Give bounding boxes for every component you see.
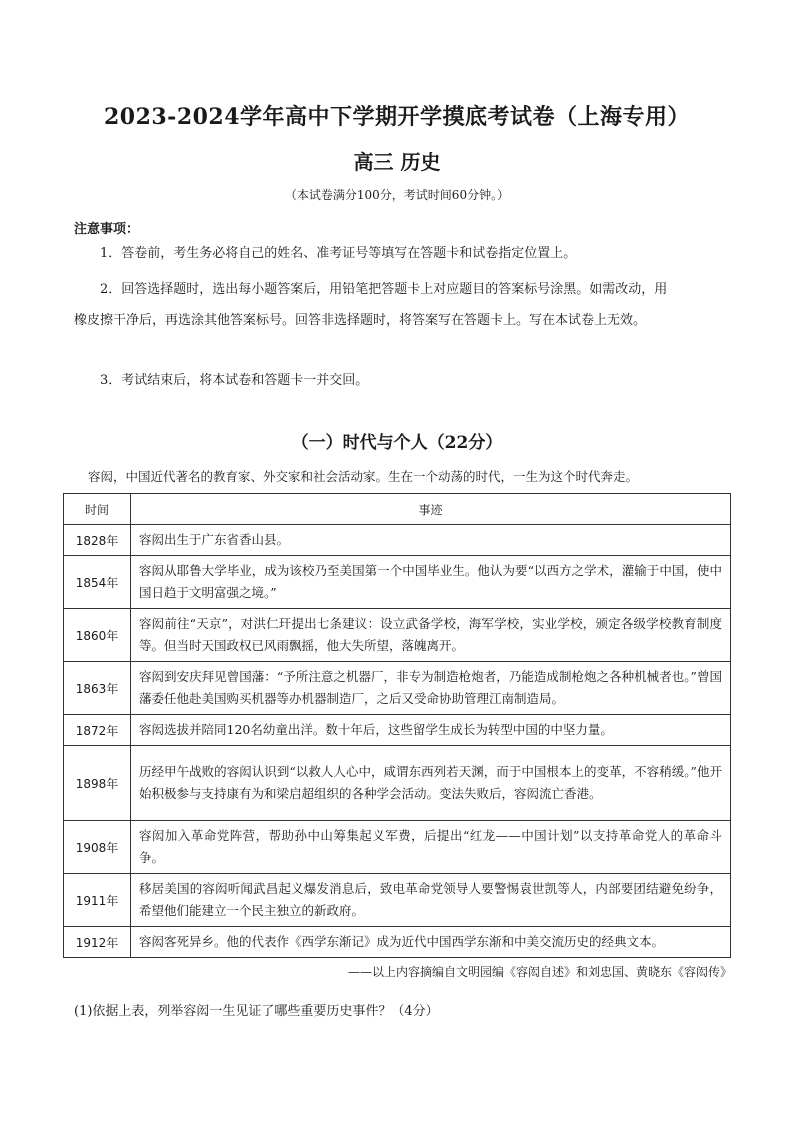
notice-item-2: 2．回答选择题时，选出每小题答案后，用铅笔把答题卡上对应题目的答案标号涂黑。如需改动，用橡皮擦干净后，再选涂其他答案标号。回答非选择题时，将答案写在答题卡上。写在本试卷上无效。 [74,282,668,328]
table-row [64,746,731,821]
row-year: 1912年 [64,927,131,958]
table-row [64,874,731,927]
notice-item-1: 1．答卷前，考生务必将自己的姓名、准考证号等填写在答题卡和试卷指定位置上。 [100,246,577,261]
header-time: 时间 [64,494,131,525]
section-title: （一）时代与个人（22分） [291,433,503,453]
row-event: 移居美国的容闳听闻武昌起义爆发消息后，致电革命党领导人要警惕袁世凯等人，内部要团结避免纷争，希望他们能建立一个民主独立的新政府。 [131,874,731,927]
row-year: 1908年 [64,821,131,874]
row-event: 历经甲午战败的容闳认识到“以救人人心中，咸谓东西列若天渊，而于中国根本上的变革，不容稍缓。”他开始积极参与支持康有为和梁启超组织的各种学会活动。变法失败后，容闳流亡香港。 [131,746,731,821]
table-row [64,609,731,662]
row-year: 1828年 [64,525,131,556]
row-event: 容闳选拔并陪同120名幼童出洋。数十年后，这些留学生成长为转型中国的中坚力量。 [131,715,731,746]
page-title: 2023-2024学年高中下学期开学摸底考试卷（上海专用） [103,104,691,130]
table-row [64,821,731,874]
table-row [64,715,731,746]
exam-subject: 高三 历史 [353,150,441,174]
row-year: 1863年 [64,662,131,715]
table-row [64,927,731,958]
table-row [64,662,731,715]
events-table [63,493,731,958]
notice-item-3: 3．考试结束后，将本试卷和答题卡一并交回。 [100,373,369,388]
exam-info: （本试卷满分100分，考试时间60分钟。） [284,188,510,202]
row-year: 1911年 [64,874,131,927]
table-row [64,525,731,556]
row-year: 1854年 [64,556,131,609]
header-event: 事迹 [131,494,731,525]
row-event: 容闳前往“天京”，对洪仁玕提出七条建议：设立武备学校，海军学校，实业学校，颁定各级学校教育制度等。但当时天国政权已风雨飘摇，他大失所望，落魄离开。 [131,609,731,662]
row-event: 容闳出生于广东省香山县。 [131,525,731,556]
section-intro: 容闳，中国近代著名的教育家、外交家和社会活动家。生在一个动荡的时代，一生为这个时代奔走。 [88,469,639,484]
row-event: 容闳客死异乡。他的代表作《西学东渐记》成为近代中国西学东渐和中美交流历史的经典文本。 [131,927,731,958]
table-header-row [64,494,731,525]
notice-heading: 注意事项： [74,222,140,237]
row-event: 容闳从耶鲁大学毕业，成为该校乃至美国第一个中国毕业生。他认为要“以西方之学术，灌输于中国，使中国日趋于文明富强之境。” [131,556,731,609]
row-event: 容闳到安庆拜见曾国藩：“予所注意之机器厂，非专为制造枪炮者，乃能造成制枪炮之各种机械者也。”曾国藩委任他赴美国购买机器等办机器制造厂，之后又受命协助管理江南制造局。 [131,662,731,715]
row-year: 1872年 [64,715,131,746]
row-year: 1860年 [64,609,131,662]
source-citation: ——以上内容摘编自文明园编《容闳自述》和刘忠国、黄晓东《容闳传》 [347,965,732,979]
row-event: 容闳加入革命党阵营，帮助孙中山筹集起义军费，后提出“红龙——中国计划”以支持革命党人的革命斗争。 [131,821,731,874]
row-year: 1898年 [64,746,131,821]
table-row [64,556,731,609]
question-1: (1)依据上表，列举容闳一生见证了哪些重要历史事件？（4分） [74,1004,439,1019]
